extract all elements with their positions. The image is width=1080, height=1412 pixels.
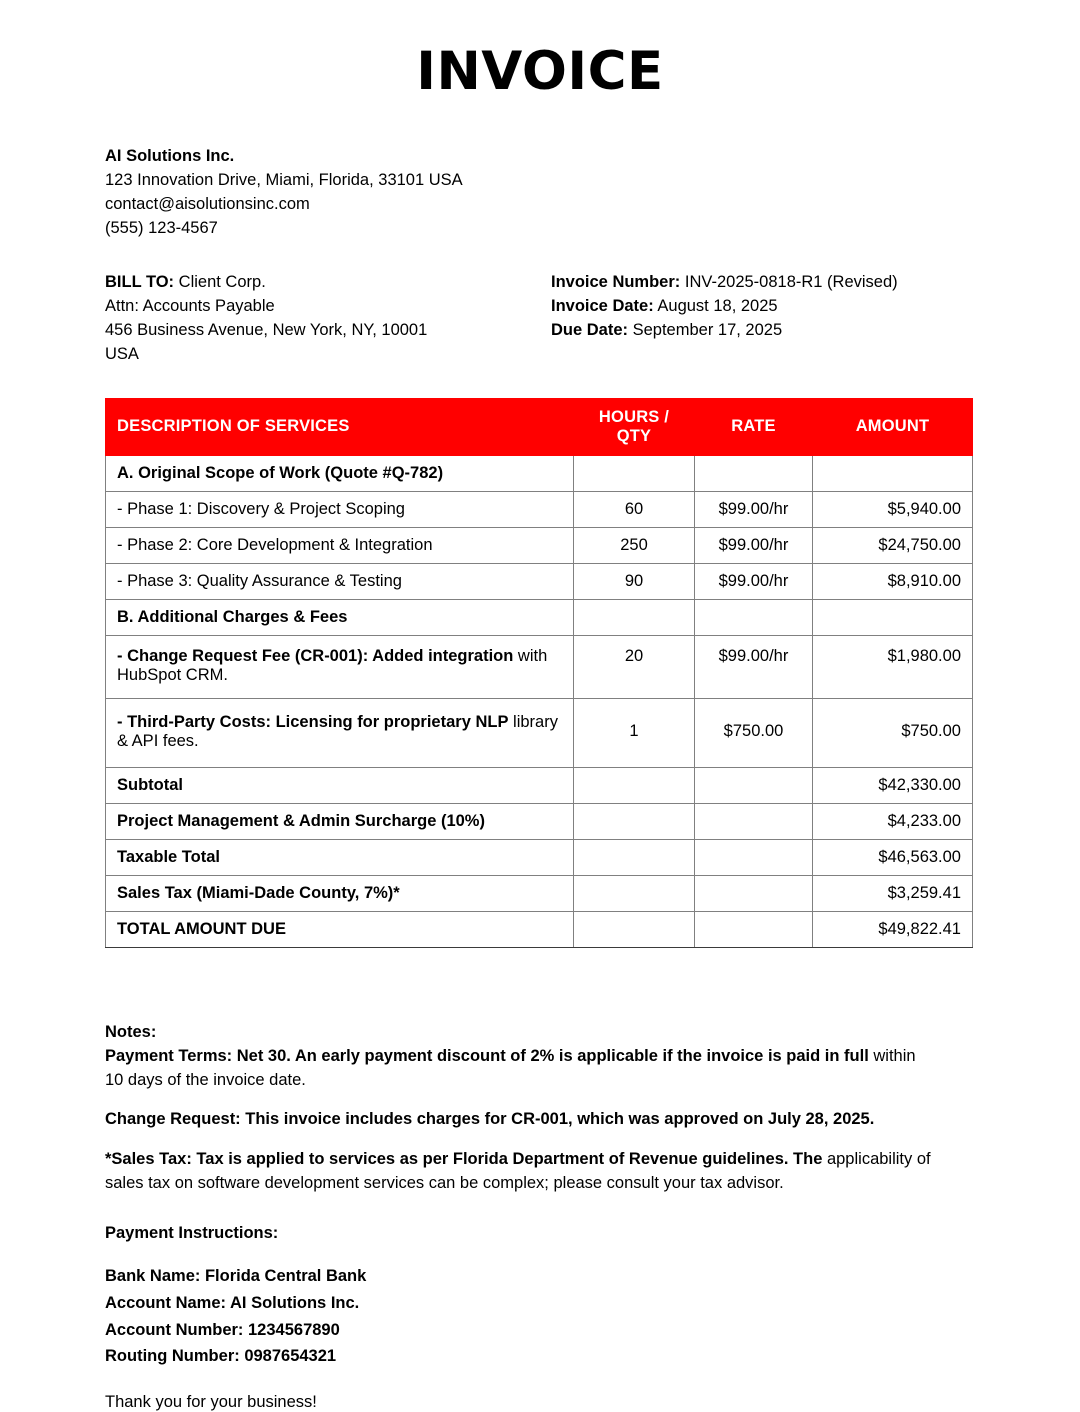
cell-rate: $99.00/hr: [695, 491, 813, 527]
seller-name: AI Solutions Inc.: [105, 146, 235, 165]
cell-amount: $4,233.00: [813, 803, 973, 839]
cell-amount: $8,910.00: [813, 563, 973, 599]
table-row: [106, 911, 973, 947]
invoice-date-label: Invoice Date:: [551, 296, 654, 315]
routing-number-line: Routing Number: 0987654321: [105, 1347, 337, 1366]
invoice-number-label: Invoice Number:: [551, 272, 681, 291]
cell-hours: 20: [574, 635, 695, 698]
cell-rate: [695, 839, 813, 875]
cell-amount: $750.00: [813, 698, 973, 767]
cell-description: Project Management & Admin Surcharge (10%): [106, 803, 574, 839]
table-row: [106, 767, 973, 803]
due-date-line: [551, 318, 975, 342]
table-row: [106, 803, 973, 839]
bill-to-line: [105, 270, 551, 294]
cell-amount: [813, 599, 973, 635]
table-row: [106, 563, 973, 599]
table-row: [106, 527, 973, 563]
table-body: [106, 455, 973, 947]
bank-name-line: Bank Name: Florida Central Bank: [105, 1267, 367, 1286]
bill-to-attn: Attn: Accounts Payable: [105, 296, 275, 315]
account-name-line: Account Name: AI Solutions Inc.: [105, 1293, 360, 1312]
cell-description: [106, 635, 574, 698]
cell-description: - Phase 3: Quality Assurance & Testing: [106, 563, 574, 599]
cell-rate: [695, 803, 813, 839]
cell-hours: [574, 599, 695, 635]
bill-to-address: 456 Business Avenue, New York, NY, 10001: [105, 321, 428, 340]
bank-details-block: [105, 1263, 975, 1370]
due-date-label: Due Date:: [551, 321, 629, 340]
cell-amount: [813, 455, 973, 491]
table-row: [106, 698, 973, 767]
cell-rate: [695, 875, 813, 911]
column-header-rate: RATE: [695, 398, 813, 455]
invoice-number-line: [551, 270, 975, 294]
bill-to-label: BILL TO:: [105, 272, 175, 291]
cell-hours: [574, 875, 695, 911]
cell-description-lead: - Third-Party Costs: Licensing for proprietary NLP: [117, 712, 509, 731]
cell-description-lead: - Change Request Fee (CR-001): Added integration: [117, 646, 514, 665]
seller-block: [105, 144, 975, 241]
note-change-request-bold: Change Request: This invoice includes charges for CR-001, which was approved on July 28, 2025.: [105, 1110, 875, 1129]
cell-hours: [574, 455, 695, 491]
cell-amount: $49,822.41: [813, 911, 973, 947]
cell-rate: $99.00/hr: [695, 527, 813, 563]
seller-address: 123 Innovation Drive, Miami, Florida, 33101 USA: [105, 170, 463, 189]
cell-description-rest: library & API fees.: [117, 712, 558, 750]
cell-hours: [574, 767, 695, 803]
cell-description: Taxable Total: [106, 839, 574, 875]
invoice-number-value: INV-2025-0818-R1 (Revised): [684, 272, 898, 291]
cell-description: Subtotal: [106, 767, 574, 803]
cell-hours: 250: [574, 527, 695, 563]
cell-amount: $42,330.00: [813, 767, 973, 803]
notes-heading: Notes:: [105, 1022, 157, 1041]
invoice-details-block: [551, 270, 975, 367]
cell-description-rest: with HubSpot CRM.: [117, 646, 548, 684]
note-payment-terms-bold: Payment Terms: Net 30. An early payment discount of 2% is applicable if the invoice is paid in full: [105, 1046, 869, 1065]
table-row: [106, 599, 973, 635]
cell-description: - Phase 2: Core Development & Integration: [106, 527, 574, 563]
seller-email: contact@aisolutionsinc.com: [105, 195, 310, 214]
cell-hours: 90: [574, 563, 695, 599]
column-header-hours: HOURS / QTY: [574, 398, 695, 455]
table-row: [106, 875, 973, 911]
cell-rate: [695, 455, 813, 491]
table-row: [106, 491, 973, 527]
cell-description: B. Additional Charges & Fees: [106, 599, 574, 635]
note-change-request: [105, 1107, 935, 1131]
note-sales-tax-rest: applicability of sales tax on software development services can be complex; please consult your tax advisor.: [105, 1149, 931, 1192]
note-payment-terms-rest: within 10 days of the invoice date.: [105, 1046, 916, 1090]
cell-rate: [695, 911, 813, 947]
cell-rate: $750.00: [695, 698, 813, 767]
invoice-meta-section: [105, 270, 975, 367]
table-row: [106, 635, 973, 698]
payment-instructions-heading: Payment Instructions:: [105, 1224, 279, 1243]
table-row: [106, 839, 973, 875]
note-sales-tax-bold: *Sales Tax: Tax is applied to services as per Florida Department of Revenue guidelines. The: [105, 1149, 823, 1168]
cell-rate: [695, 599, 813, 635]
seller-phone: (555) 123-4567: [105, 219, 218, 238]
cell-description: A. Original Scope of Work (Quote #Q-782): [106, 455, 574, 491]
cell-rate: [695, 767, 813, 803]
cell-amount: $1,980.00: [813, 635, 973, 698]
bill-to-company: Client Corp.: [178, 272, 266, 291]
thank-you-message: Thank you for your business!: [105, 1393, 317, 1412]
table-row: [106, 455, 973, 491]
cell-description: [106, 698, 574, 767]
cell-rate: $99.00/hr: [695, 635, 813, 698]
cell-hours: [574, 803, 695, 839]
cell-hours: 1: [574, 698, 695, 767]
bill-to-block: [105, 270, 551, 367]
cell-amount: $3,259.41: [813, 875, 973, 911]
invoice-date-line: [551, 294, 975, 318]
notes-section: [105, 1020, 935, 1196]
cell-rate: $99.00/hr: [695, 563, 813, 599]
table-header: [106, 398, 973, 455]
line-items-table: [105, 398, 973, 948]
table-header-row: [106, 398, 973, 455]
cell-hours: [574, 911, 695, 947]
cell-amount: $24,750.00: [813, 527, 973, 563]
bill-to-country: USA: [105, 345, 139, 364]
cell-hours: [574, 839, 695, 875]
cell-description: TOTAL AMOUNT DUE: [106, 911, 574, 947]
note-payment-terms: [105, 1044, 935, 1093]
column-header-description: DESCRIPTION OF SERVICES: [106, 398, 574, 455]
due-date-value: September 17, 2025: [632, 321, 783, 340]
note-sales-tax: [105, 1147, 935, 1196]
page-title: INVOICE: [416, 41, 664, 102]
cell-amount: $5,940.00: [813, 491, 973, 527]
invoice-date-value: August 18, 2025: [657, 296, 778, 315]
account-number-line: Account Number: 1234567890: [105, 1320, 340, 1339]
cell-amount: $46,563.00: [813, 839, 973, 875]
cell-hours: 60: [574, 491, 695, 527]
cell-description: - Phase 1: Discovery & Project Scoping: [106, 491, 574, 527]
cell-description: Sales Tax (Miami-Dade County, 7%)*: [106, 875, 574, 911]
column-header-amount: AMOUNT: [813, 398, 973, 455]
